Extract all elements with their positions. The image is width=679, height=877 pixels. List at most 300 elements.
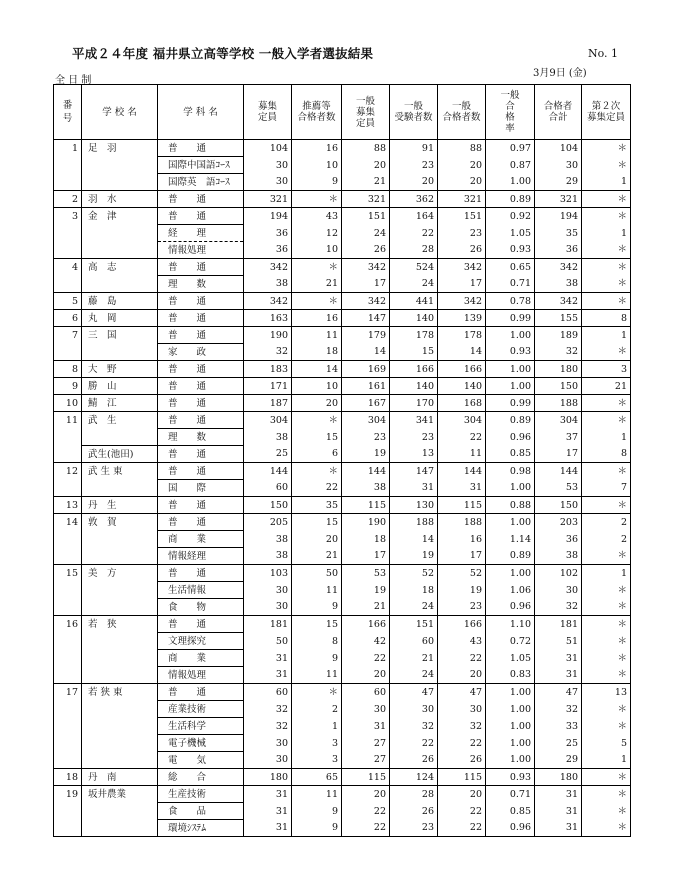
row-number: 1 [54, 140, 82, 157]
results-table [53, 84, 631, 837]
header-general-capacity: 一般 募集 定員 [342, 85, 390, 140]
school-name [82, 735, 158, 752]
school-name: 三 国 [82, 327, 158, 344]
department-name: 商 業 [158, 531, 244, 548]
cell-recommended: 10 [292, 378, 342, 395]
department-name: 普 通 [158, 497, 244, 514]
cell-general-capacity: 115 [342, 769, 390, 786]
document-title: 平成２４年度 福井県立高等学校 一般入学者選抜結果 [72, 46, 374, 61]
header-passers: 一般 合格者数 [438, 85, 486, 140]
table-row [54, 140, 631, 157]
cell-recommended: 15 [292, 616, 342, 633]
table-row [54, 446, 631, 463]
cell-general-capacity: 38 [342, 480, 390, 497]
cell-passers: 31 [438, 480, 486, 497]
cell-passers: 23 [438, 225, 486, 242]
department-name: 普 通 [158, 514, 244, 531]
table-row [54, 276, 631, 293]
cell-second-capacity: 1 [582, 752, 631, 769]
cell-capacity: 171 [244, 378, 292, 395]
cell-pass-rate: 0.71 [486, 276, 535, 293]
row-number [54, 429, 82, 446]
cell-examinees: 31 [390, 480, 438, 497]
cell-second-capacity: ＊ [582, 820, 631, 837]
cell-examinees: 151 [390, 616, 438, 633]
cell-recommended: 1 [292, 718, 342, 735]
cell-examinees: 28 [390, 786, 438, 803]
cell-passers: 14 [438, 344, 486, 361]
table-row [54, 684, 631, 701]
row-number [54, 548, 82, 565]
table-row [54, 633, 631, 650]
cell-recommended: 11 [292, 582, 342, 599]
cell-passers: 11 [438, 446, 486, 463]
cell-capacity: 187 [244, 395, 292, 412]
cell-capacity: 321 [244, 191, 292, 208]
cell-examinees: 441 [390, 293, 438, 310]
cell-examinees: 14 [390, 531, 438, 548]
cell-total-passers: 29 [535, 752, 582, 769]
row-number [54, 667, 82, 684]
cell-pass-rate: 1.00 [486, 752, 535, 769]
cell-examinees: 341 [390, 412, 438, 429]
cell-second-capacity: ＊ [582, 616, 631, 633]
cell-recommended: 3 [292, 752, 342, 769]
cell-second-capacity: ＊ [582, 633, 631, 650]
cell-total-passers: 30 [535, 582, 582, 599]
cell-second-capacity: ＊ [582, 191, 631, 208]
row-number: 6 [54, 310, 82, 327]
header-pass-rate: 一般 合 格 率 [486, 85, 535, 140]
school-name [82, 718, 158, 735]
row-number [54, 174, 82, 191]
cell-pass-rate: 1.00 [486, 684, 535, 701]
cell-recommended: 12 [292, 225, 342, 242]
table-row [54, 735, 631, 752]
cell-second-capacity: 2 [582, 514, 631, 531]
cell-pass-rate: 0.99 [486, 395, 535, 412]
table-row [54, 514, 631, 531]
table-row [54, 820, 631, 837]
cell-capacity: 150 [244, 497, 292, 514]
school-name: 藤 島 [82, 293, 158, 310]
row-number: 8 [54, 361, 82, 378]
cell-general-capacity: 17 [342, 276, 390, 293]
cell-pass-rate: 1.14 [486, 531, 535, 548]
cell-second-capacity: ＊ [582, 344, 631, 361]
cell-examinees: 15 [390, 344, 438, 361]
department-name: 理 数 [158, 276, 244, 293]
table-row [54, 531, 631, 548]
cell-examinees: 164 [390, 208, 438, 225]
cell-second-capacity: 1 [582, 174, 631, 191]
school-name [82, 344, 158, 361]
cell-examinees: 140 [390, 378, 438, 395]
cell-total-passers: 31 [535, 820, 582, 837]
table-row [54, 599, 631, 616]
cell-total-passers: 203 [535, 514, 582, 531]
cell-capacity: 38 [244, 531, 292, 548]
row-number: 12 [54, 463, 82, 480]
cell-general-capacity: 53 [342, 565, 390, 582]
table-row [54, 718, 631, 735]
row-number [54, 225, 82, 242]
cell-pass-rate: 0.71 [486, 786, 535, 803]
school-name: 丸 岡 [82, 310, 158, 327]
cell-second-capacity: ＊ [582, 259, 631, 276]
cell-general-capacity: 22 [342, 820, 390, 837]
cell-capacity: 205 [244, 514, 292, 531]
department-name: 普 通 [158, 565, 244, 582]
cell-pass-rate: 0.97 [486, 140, 535, 157]
cell-recommended: 65 [292, 769, 342, 786]
header-recommended: 推薦等 合格者数 [292, 85, 342, 140]
cell-capacity: 32 [244, 344, 292, 361]
row-number: 2 [54, 191, 82, 208]
cell-passers: 88 [438, 140, 486, 157]
cell-examinees: 18 [390, 582, 438, 599]
cell-second-capacity: ＊ [582, 769, 631, 786]
cell-total-passers: 102 [535, 565, 582, 582]
cell-pass-rate: 0.78 [486, 293, 535, 310]
cell-examinees: 524 [390, 259, 438, 276]
cell-second-capacity: ＊ [582, 786, 631, 803]
cell-recommended: 16 [292, 310, 342, 327]
row-number [54, 820, 82, 837]
cell-second-capacity: 1 [582, 565, 631, 582]
cell-passers: 115 [438, 769, 486, 786]
cell-pass-rate: 0.72 [486, 633, 535, 650]
cell-recommended: 20 [292, 531, 342, 548]
department-name: 普 通 [158, 259, 244, 276]
cell-capacity: 38 [244, 276, 292, 293]
cell-passers: 166 [438, 616, 486, 633]
cell-second-capacity: ＊ [582, 140, 631, 157]
row-number [54, 344, 82, 361]
school-name: 美 方 [82, 565, 158, 582]
department-name: 生産技術 [158, 786, 244, 803]
cell-second-capacity: ＊ [582, 208, 631, 225]
cell-recommended: ＊ [292, 191, 342, 208]
row-number [54, 599, 82, 616]
department-name: 経 理 [158, 225, 244, 242]
cell-examinees: 23 [390, 157, 438, 174]
department-name: 食 物 [158, 599, 244, 616]
row-number: 4 [54, 259, 82, 276]
cell-examinees: 166 [390, 361, 438, 378]
cell-general-capacity: 304 [342, 412, 390, 429]
cell-passers: 342 [438, 293, 486, 310]
cell-recommended: 22 [292, 480, 342, 497]
cell-examinees: 23 [390, 820, 438, 837]
cell-passers: 26 [438, 242, 486, 259]
cell-recommended: 50 [292, 565, 342, 582]
department-name: 普 通 [158, 446, 244, 463]
department-name: 電子機械 [158, 735, 244, 752]
cell-passers: 17 [438, 548, 486, 565]
cell-examinees: 26 [390, 752, 438, 769]
cell-total-passers: 181 [535, 616, 582, 633]
cell-examinees: 60 [390, 633, 438, 650]
cell-second-capacity: 8 [582, 446, 631, 463]
department-name: 国際中国語ｺｰｽ [158, 157, 244, 174]
cell-recommended: 6 [292, 446, 342, 463]
cell-passers: 16 [438, 531, 486, 548]
cell-recommended: 21 [292, 548, 342, 565]
cell-general-capacity: 144 [342, 463, 390, 480]
cell-recommended: 9 [292, 174, 342, 191]
row-number: 18 [54, 769, 82, 786]
cell-capacity: 194 [244, 208, 292, 225]
table-row [54, 582, 631, 599]
cell-capacity: 31 [244, 667, 292, 684]
school-name [82, 599, 158, 616]
cell-pass-rate: 1.05 [486, 225, 535, 242]
cell-second-capacity: ＊ [582, 650, 631, 667]
table-row [54, 701, 631, 718]
cell-total-passers: 33 [535, 718, 582, 735]
cell-recommended: 3 [292, 735, 342, 752]
department-name: 文理探究 [158, 633, 244, 650]
cell-total-passers: 32 [535, 599, 582, 616]
department-name: 情報処理 [158, 242, 244, 259]
cell-passers: 19 [438, 582, 486, 599]
cell-general-capacity: 179 [342, 327, 390, 344]
row-number [54, 718, 82, 735]
cell-capacity: 30 [244, 582, 292, 599]
department-name: 総 合 [158, 769, 244, 786]
cell-total-passers: 31 [535, 650, 582, 667]
page-number: No. 1 [588, 47, 619, 60]
section-label: 全 日 制 [55, 75, 92, 86]
cell-general-capacity: 21 [342, 174, 390, 191]
cell-recommended: 11 [292, 327, 342, 344]
cell-recommended: 10 [292, 157, 342, 174]
cell-total-passers: 51 [535, 633, 582, 650]
table-row [54, 480, 631, 497]
cell-second-capacity: 21 [582, 378, 631, 395]
cell-capacity: 25 [244, 446, 292, 463]
cell-general-capacity: 115 [342, 497, 390, 514]
cell-capacity: 36 [244, 225, 292, 242]
cell-general-capacity: 27 [342, 752, 390, 769]
cell-total-passers: 47 [535, 684, 582, 701]
cell-recommended: 43 [292, 208, 342, 225]
cell-pass-rate: 0.85 [486, 446, 535, 463]
header-examinees: 一般 受験者数 [390, 85, 438, 140]
department-name: 情報経理 [158, 548, 244, 565]
cell-passers: 321 [438, 191, 486, 208]
row-number: 14 [54, 514, 82, 531]
cell-pass-rate: 0.88 [486, 497, 535, 514]
cell-second-capacity: ＊ [582, 412, 631, 429]
school-name: 武生(池田) [82, 446, 158, 463]
cell-capacity: 30 [244, 599, 292, 616]
cell-total-passers: 321 [535, 191, 582, 208]
cell-pass-rate: 0.89 [486, 412, 535, 429]
table-row [54, 344, 631, 361]
school-name: 若 狭 東 [82, 684, 158, 701]
cell-passers: 115 [438, 497, 486, 514]
cell-passers: 188 [438, 514, 486, 531]
row-number: 15 [54, 565, 82, 582]
cell-capacity: 60 [244, 480, 292, 497]
cell-total-passers: 31 [535, 803, 582, 820]
table-row [54, 752, 631, 769]
table-row [54, 548, 631, 565]
cell-general-capacity: 169 [342, 361, 390, 378]
cell-capacity: 304 [244, 412, 292, 429]
school-name [82, 701, 158, 718]
table-row [54, 769, 631, 786]
cell-second-capacity: 8 [582, 310, 631, 327]
cell-pass-rate: 0.98 [486, 463, 535, 480]
header-no: 番 号 [54, 85, 82, 140]
row-number: 3 [54, 208, 82, 225]
row-number: 11 [54, 412, 82, 429]
cell-capacity: 190 [244, 327, 292, 344]
cell-pass-rate: 1.10 [486, 616, 535, 633]
cell-examinees: 28 [390, 242, 438, 259]
header-total-passers: 合格者 合計 [535, 85, 582, 140]
cell-recommended: 9 [292, 650, 342, 667]
cell-examinees: 52 [390, 565, 438, 582]
cell-examinees: 30 [390, 701, 438, 718]
school-name [82, 548, 158, 565]
cell-general-capacity: 88 [342, 140, 390, 157]
department-name: 情報処理 [158, 667, 244, 684]
school-name [82, 174, 158, 191]
row-number: 19 [54, 786, 82, 803]
cell-total-passers: 194 [535, 208, 582, 225]
cell-total-passers: 32 [535, 701, 582, 718]
cell-second-capacity: ＊ [582, 701, 631, 718]
row-number [54, 276, 82, 293]
row-number: 5 [54, 293, 82, 310]
cell-total-passers: 144 [535, 463, 582, 480]
cell-general-capacity: 342 [342, 259, 390, 276]
table-row [54, 803, 631, 820]
row-number [54, 242, 82, 259]
cell-capacity: 36 [244, 242, 292, 259]
cell-capacity: 31 [244, 803, 292, 820]
cell-second-capacity: ＊ [582, 582, 631, 599]
school-name [82, 480, 158, 497]
cell-second-capacity: ＊ [582, 395, 631, 412]
cell-capacity: 30 [244, 735, 292, 752]
cell-examinees: 22 [390, 225, 438, 242]
cell-passers: 178 [438, 327, 486, 344]
cell-total-passers: 36 [535, 531, 582, 548]
table-row [54, 786, 631, 803]
cell-general-capacity: 321 [342, 191, 390, 208]
cell-general-capacity: 166 [342, 616, 390, 633]
department-name: 普 通 [158, 378, 244, 395]
cell-total-passers: 53 [535, 480, 582, 497]
cell-examinees: 140 [390, 310, 438, 327]
school-name: 足 羽 [82, 140, 158, 157]
cell-general-capacity: 151 [342, 208, 390, 225]
cell-total-passers: 32 [535, 344, 582, 361]
cell-capacity: 32 [244, 718, 292, 735]
school-name [82, 225, 158, 242]
school-name: 大 野 [82, 361, 158, 378]
table-row [54, 191, 631, 208]
cell-total-passers: 35 [535, 225, 582, 242]
department-name: 国際英 語ｺｰｽ [158, 174, 244, 191]
cell-examinees: 47 [390, 684, 438, 701]
cell-examinees: 24 [390, 667, 438, 684]
cell-recommended: 2 [292, 701, 342, 718]
cell-general-capacity: 31 [342, 718, 390, 735]
cell-second-capacity: ＊ [582, 718, 631, 735]
cell-passers: 22 [438, 803, 486, 820]
cell-examinees: 24 [390, 599, 438, 616]
school-name [82, 752, 158, 769]
cell-capacity: 144 [244, 463, 292, 480]
school-name [82, 667, 158, 684]
table-row [54, 361, 631, 378]
cell-passers: 22 [438, 650, 486, 667]
row-number [54, 531, 82, 548]
cell-pass-rate: 0.93 [486, 242, 535, 259]
school-name [82, 650, 158, 667]
department-name: 普 通 [158, 191, 244, 208]
cell-passers: 139 [438, 310, 486, 327]
cell-second-capacity: ＊ [582, 157, 631, 174]
cell-passers: 23 [438, 599, 486, 616]
cell-pass-rate: 0.85 [486, 803, 535, 820]
school-name [82, 633, 158, 650]
row-number: 17 [54, 684, 82, 701]
row-number: 7 [54, 327, 82, 344]
row-number [54, 735, 82, 752]
cell-passers: 43 [438, 633, 486, 650]
cell-capacity: 180 [244, 769, 292, 786]
school-name [82, 157, 158, 174]
cell-capacity: 342 [244, 293, 292, 310]
table-row [54, 242, 631, 259]
cell-general-capacity: 20 [342, 157, 390, 174]
department-name: 商 業 [158, 650, 244, 667]
department-name: 生活科学 [158, 718, 244, 735]
cell-general-capacity: 20 [342, 667, 390, 684]
cell-passers: 30 [438, 701, 486, 718]
department-name: 普 通 [158, 310, 244, 327]
cell-second-capacity: 7 [582, 480, 631, 497]
cell-total-passers: 25 [535, 735, 582, 752]
cell-pass-rate: 1.00 [486, 327, 535, 344]
cell-passers: 20 [438, 174, 486, 191]
table-row [54, 174, 631, 191]
cell-total-passers: 304 [535, 412, 582, 429]
department-name: 理 数 [158, 429, 244, 446]
cell-pass-rate: 1.00 [486, 361, 535, 378]
department-name: 普 通 [158, 463, 244, 480]
cell-total-passers: 30 [535, 157, 582, 174]
cell-total-passers: 180 [535, 361, 582, 378]
school-name: 坂井農業 [82, 786, 158, 803]
cell-pass-rate: 1.00 [486, 174, 535, 191]
cell-pass-rate: 1.05 [486, 650, 535, 667]
cell-pass-rate: 0.92 [486, 208, 535, 225]
department-name: 生活情報 [158, 582, 244, 599]
department-name: 電 気 [158, 752, 244, 769]
cell-passers: 166 [438, 361, 486, 378]
row-number: 13 [54, 497, 82, 514]
row-number [54, 157, 82, 174]
cell-passers: 342 [438, 259, 486, 276]
